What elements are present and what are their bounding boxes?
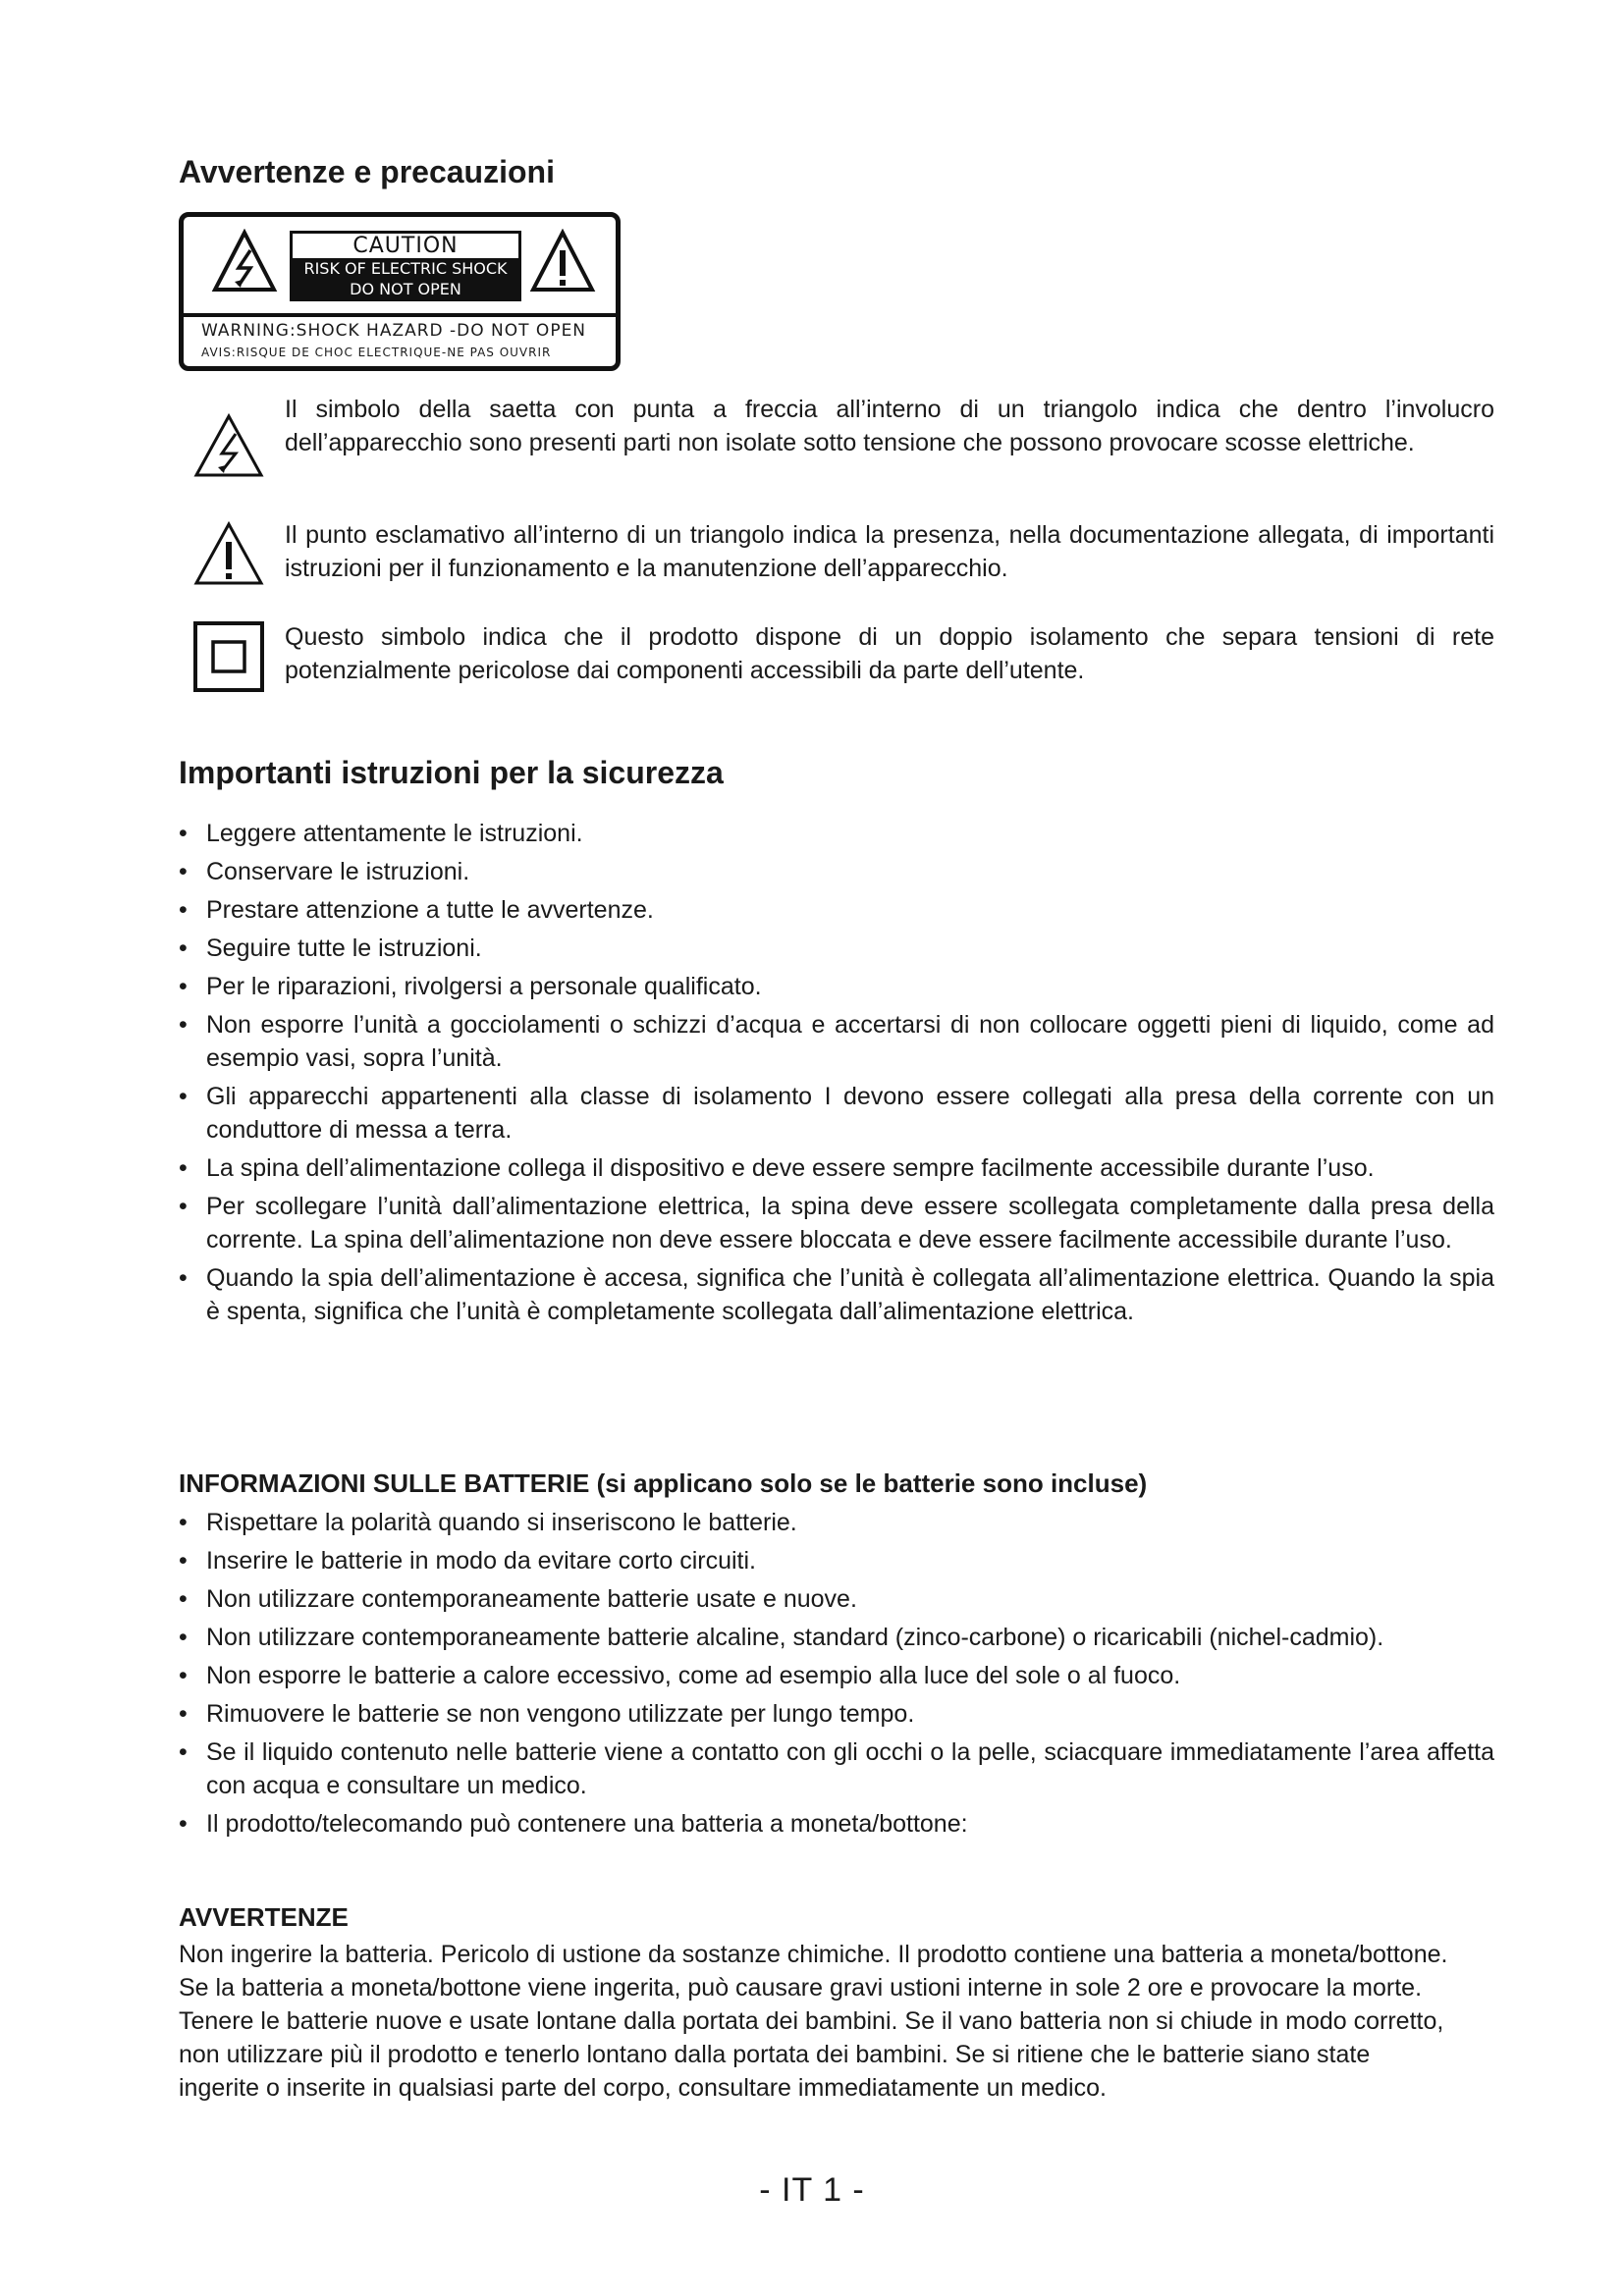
caution-heading: CAUTION: [352, 234, 459, 258]
section-title-warnings: Avvertenze e precauzioni: [179, 154, 555, 189]
caution-warning-text: WARNING:SHOCK HAZARD -DO NOT OPEN: [201, 321, 587, 341]
symbol-description: Questo simbolo indica che il prodotto dispone di un doppio isolamento che separa tensioni di rete potenzialmente pericolose dai componenti accessibili da parte dell’utente.: [285, 623, 1494, 684]
caution-text-label: [290, 231, 521, 301]
list-item: • Non utilizzare contemporaneamente batterie alcaline, standard (zinco-carbone) o ricaricabili (nichel-cadmio).: [179, 1621, 1494, 1654]
list-item: • Quando la spia dell’alimentazione è accesa, significa che l’unità è collegata all’alimentazione elettrica. Quando la spia è spenta, significa che l’unità è completamente scollegata dall’alimentazione elettrica.: [179, 1261, 1494, 1328]
list-item: • Rispettare la polarità quando si inseriscono le batterie.: [179, 1506, 1494, 1539]
list-item: • Se il liquido contenuto nelle batterie viene a contatto con gli occhi o la pelle, sciacquare immediatamente l’area affetta con acqua e consultare un medico.: [179, 1735, 1494, 1802]
list-item: • Non utilizzare contemporaneamente batterie usate e nuove.: [179, 1582, 1494, 1616]
caution-avis-text: AVIS:RISQUE DE CHOC ELECTRIQUE-NE PAS OUVRIR: [201, 346, 552, 359]
list-item: • Non esporre l’unità a gocciolamenti o schizzi d’acqua e accertarsi di non collocare oggetti pieni di liquido, come ad esempio vasi, sopra l’unità.: [179, 1008, 1494, 1075]
exclamation-triangle-icon: [192, 520, 265, 587]
caution-band: [293, 258, 518, 298]
page-number: - IT 1 -: [759, 2171, 865, 2209]
list-item: • Inserire le batterie in modo da evitare corto circuiti.: [179, 1544, 1494, 1577]
caution-divider: [184, 313, 616, 317]
warning-title: AVVERTENZE: [179, 1902, 349, 1932]
lightning-triangle-icon: [192, 412, 265, 479]
safety-instructions-list: [179, 817, 1494, 1333]
list-item: • Prestare attenzione a tutte le avvertenze.: [179, 893, 1494, 927]
double-insulation-icon: [192, 620, 265, 693]
list-item: • Rimuovere le batterie se non vengono utilizzate per lungo tempo.: [179, 1697, 1494, 1731]
list-item: • Gli apparecchi appartenenti alla classe di isolamento I devono essere collegati alla presa della corrente con un conduttore di messa a terra.: [179, 1080, 1494, 1147]
list-item: • Per scollegare l’unità dall’alimentazione elettrica, la spina deve essere scollegata completamente dalla presa della corrente. La spina dell’alimentazione non deve essere bloccata e deve essere facilmente accessibile durante l’uso.: [179, 1190, 1494, 1256]
list-item: • Per le riparazioni, rivolgersi a personale qualificato.: [179, 970, 1494, 1003]
symbol-description: Il punto esclamativo all’interno di un triangolo indica la presenza, nella documentazione allegata, di importanti istruzioni per il funzionamento e la manutenzione dell’apparecchio.: [285, 521, 1494, 582]
caution-line1: RISK OF ELECTRIC SHOCK: [303, 259, 508, 278]
section-title-safety: Importanti istruzioni per la sicurezza: [179, 755, 724, 790]
caution-label-box: [179, 212, 621, 371]
lightning-triangle-icon: [211, 229, 278, 294]
exclamation-triangle-icon: [529, 229, 596, 294]
list-item: • Conservare le istruzioni.: [179, 855, 1494, 888]
caution-line2: DO NOT OPEN: [350, 280, 461, 298]
battery-info-title: INFORMAZIONI SULLE BATTERIE (si applicano solo se le batterie sono incluse): [179, 1468, 1148, 1498]
list-item: • Non esporre le batterie a calore eccessivo, come ad esempio alla luce del sole o al fuoco.: [179, 1659, 1494, 1692]
list-item: • Il prodotto/telecomando può contenere una batteria a moneta/bottone:: [179, 1807, 1494, 1841]
battery-info-list: [179, 1506, 1494, 1845]
symbol-description: Il simbolo della saetta con punta a freccia all’interno di un triangolo indica che dentro l’involucro dell’apparecchio sono presenti parti non isolate sotto tensione che possono provocare scosse elettriche.: [285, 396, 1494, 456]
list-item: • Leggere attentamente le istruzioni.: [179, 817, 1494, 850]
warning-paragraph: Non ingerire la batteria. Pericolo di ustione da sostanze chimiche. Il prodotto contiene una batteria a moneta/bottone. Se la batteria a moneta/bottone viene ingerita, può causare gravi ustioni interne in sole 2 ore e provocare la morte. Tenere le batterie nuove e usate lontane dalla portata dei bambini. Se il vano batteria non si chiude in modo corretto, non utilizzare più il prodotto e tenerlo lontano dalla portata dei bambini. Se si ritiene che le batterie siano state ingerite o inserite in qualsiasi parte del corpo, consultare immediatamente un medico.: [179, 1941, 1448, 2102]
list-item: • Seguire tutte le istruzioni.: [179, 932, 1494, 965]
list-item: • La spina dell’alimentazione collega il dispositivo e deve essere sempre facilmente accessibile durante l’uso.: [179, 1151, 1494, 1185]
